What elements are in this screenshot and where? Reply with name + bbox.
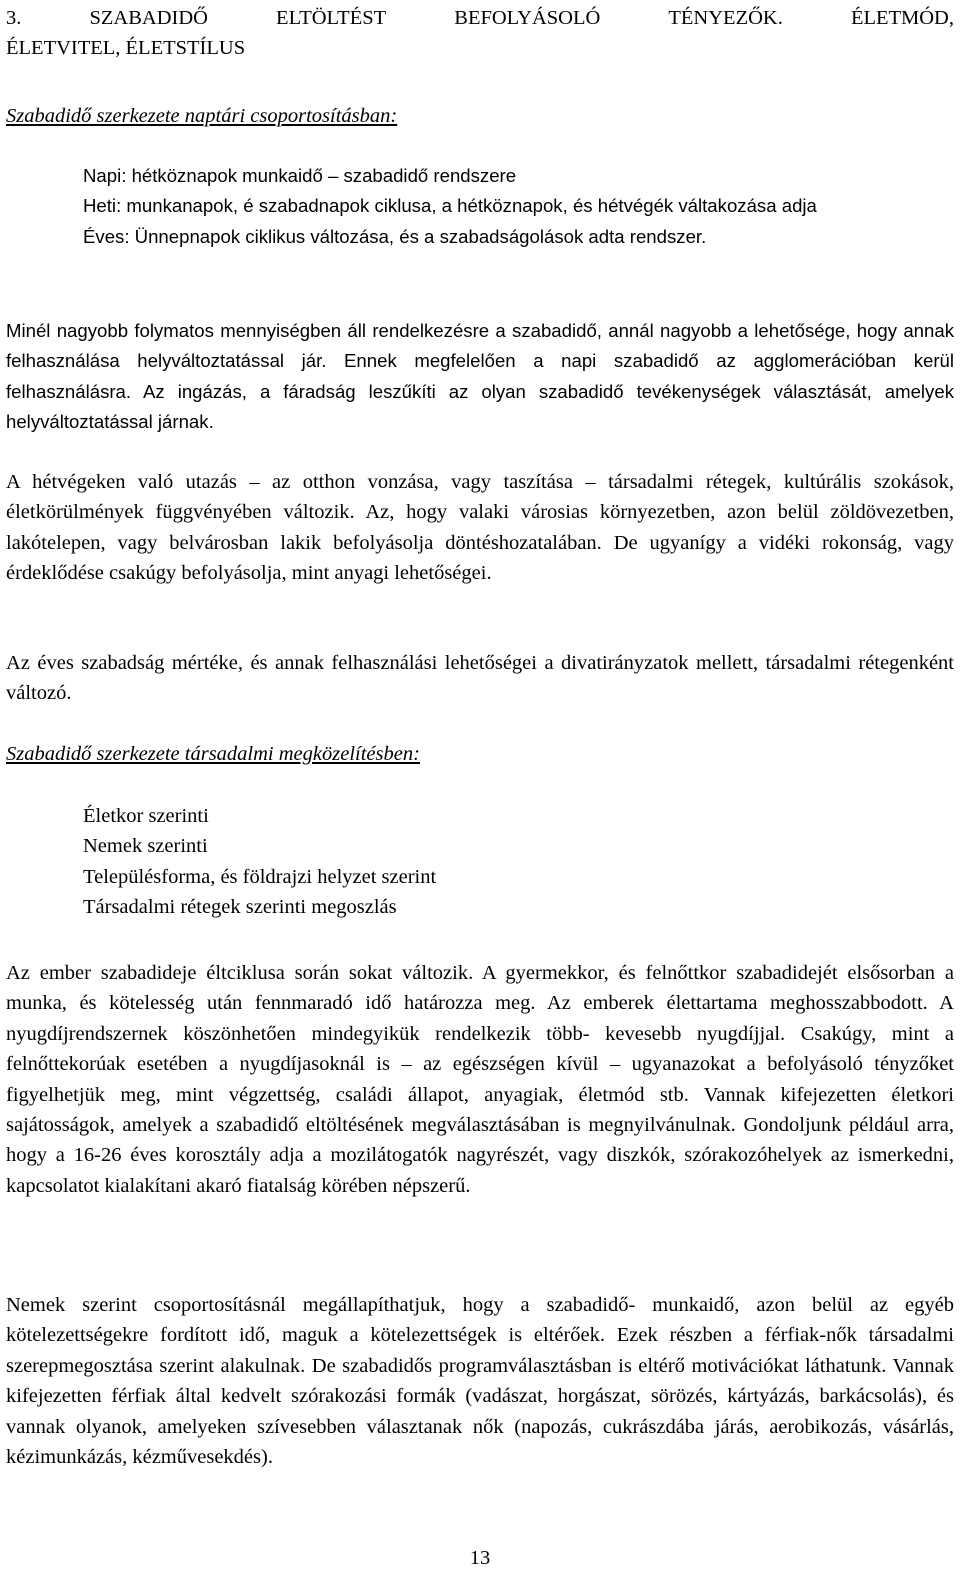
calendar-item-yearly: Éves: Ünnepnapok ciklikus változása, és a szabadságolások adta rendszer. — [83, 225, 707, 247]
heading-word: SZABADIDŐ — [89, 7, 208, 29]
calendar-item-weekly: Heti: munkanapok, é szabadnapok ciklusa, a hétköznapok, és hétvégék váltakozása adja — [83, 195, 817, 217]
subheading-social: Szabadidő szerkezete társadalmi megközelítésben: — [6, 743, 420, 765]
social-item: Társadalmi rétegek szerinti megoszlás — [83, 896, 397, 919]
heading-word: 3. — [6, 7, 22, 29]
paragraph-3: Az éves szabadság mértéke, és annak felhasználási lehetőségei a divatirányzatok mellett, társadalmi rétegenként változó. — [6, 652, 954, 705]
page-number: 13 — [469, 1547, 491, 1569]
chapter-heading-line-2: ÉLETVITEL, ÉLETSTÍLUS — [6, 37, 246, 60]
heading-word: ELTÖLTÉST — [276, 7, 387, 29]
chapter-heading-line-1 — [6, 3, 954, 33]
paragraph-5: Nemek szerint csoportosításnál megállapíthatjuk, hogy a szabadidő- munkaidő, azon belül az egyéb kötelezettségekre fordított idő, maguk a kötelezettségek is eltérőek. Ezek részben a férfiak-nők társadalmi szerepmegosztása szerint alakulnak. De szabadidős programválasztásban is eltérő motivációkat láthatunk. Vannak kifejezetten férfiak által kedvelt szórakozási formák (vadászat, horgászat, sörözés, kártyázás, barkácsolás), és vannak olyanok, amelyeken szívesebben választanak nők (napozás, cukrászdába járás, aerobikozás, vásárlás, kézimunkázás, kézművesekdés). — [6, 1294, 954, 1469]
social-item: Életkor szerinti — [83, 805, 209, 827]
paragraph-2: A hétvégeken való utazás – az otthon vonzása, vagy taszítása – társadalmi rétegek, kultúrális szokások, életkörülmények függvényében változik. Az, hogy valaki városias környezetben, azon belül zöldövezetben, lakótelepen, vagy belvárosban lakik befolyásolja döntéshozatalában. De ugyanígy a vidéki rokonság, vagy érdeklődése csakúgy befolyásolja, mint anyagi lehetőségei. — [6, 471, 954, 585]
social-list — [83, 801, 436, 923]
heading-word: TÉNYEZŐK. — [668, 7, 783, 29]
social-item: Településforma, és földrajzi helyzet szerint — [83, 865, 437, 888]
calendar-item-daily: Napi: hétköznapok munkaidő – szabadidő rendszere — [83, 165, 517, 186]
heading-word: ÉLETMÓD, — [850, 7, 954, 29]
chapter-heading — [6, 3, 954, 64]
social-item: Nemek szerinti — [83, 835, 208, 858]
subheading-calendar: Szabadidő szerkezete naptári csoportosításban: — [6, 105, 398, 127]
calendar-list — [83, 161, 954, 252]
paragraph-1: Minél nagyobb folymatos mennyiségben áll rendelkezésre a szabadidő, annál nagyobb a lehetősége, hogy annak felhasználása helyváltoztatással jár. Ennek megfelelően a napi szabadidő az agglomerációban kerül felhasználásra. Az ingázás, a fáradság leszűkíti az olyan szabadidő tevékenységek választását, amelyek helyváltoztatással járnak. — [6, 320, 954, 433]
heading-word: BEFOLYÁSOLÓ — [454, 7, 601, 29]
paragraph-4: Az ember szabadideje éltciklusa során sokat változik. A gyermekkor, és felnőttkor szabadidejét elsősorban a munka, és kötelesség után fennmaradó idő határozza meg. Az emberek élettartama meghosszabbodott. A nyugdíjrendszernek köszönhetően mindegyikük rendelkezik több- kevesebb nyugdíjjal. Csakúgy, mint a felnőttekorúak esetében a nyugdíjasoknál is – az egészségen kívül – ugyanazokat a befolyásoló tényzőket figyelhetjük meg, mint végzettség, családi állapot, anyagiak, életmód stb. Vannak kifejezetten életkori sajátosságok, amelyek a szabadidő eltöltésének megválasztásában is megnyilvánulnak. Gondoljunk például arra, hogy a 16-26 éves korosztály adja a mozilátogatók nagyrészét, vagy diszkók, szórakozóhelyek az ismerkedni, kapcsolatot kialakítani akaró fiatalság körében népszerű. — [6, 962, 954, 1197]
